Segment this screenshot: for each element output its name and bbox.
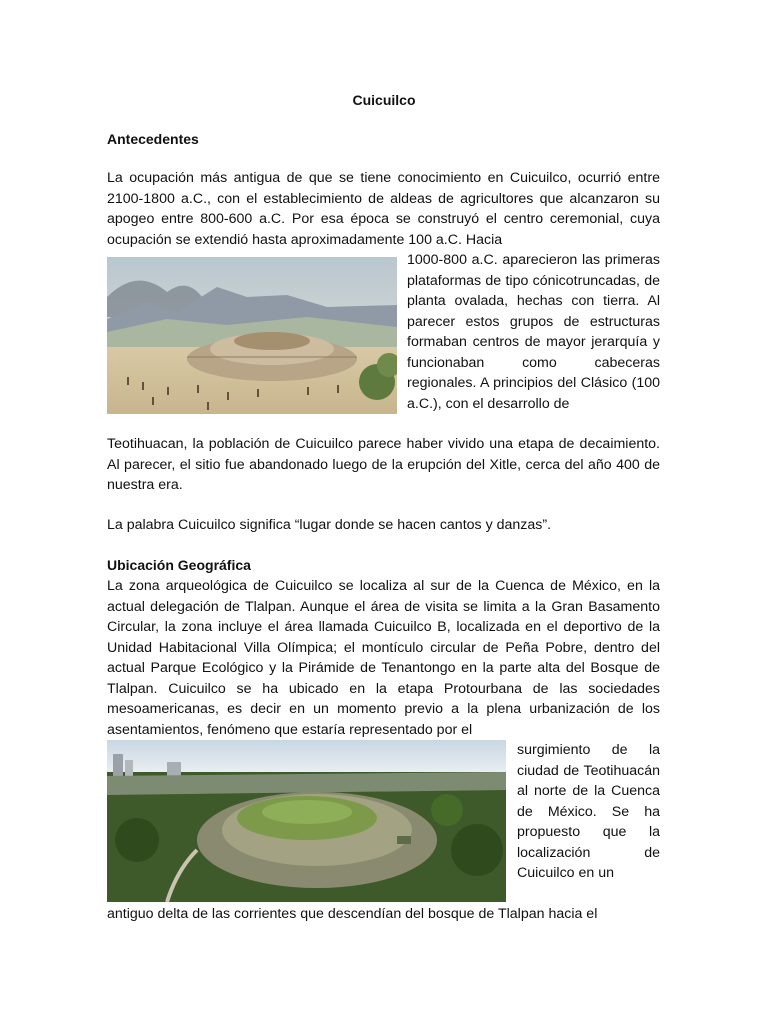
paragraph-antecedentes-2: La palabra Cuicuilco significa “lugar donde se hacen cantos y danzas”. <box>107 517 552 533</box>
paragraph-antecedentes-1-wrap: 1000-800 a.C. aparecieron las primeras plataformas de tipo cónicotruncadas, de planta ovalada, hechas con tierra. Al parecer estos grupos de estructuras formaban centros de mayor jerarquía y funcionaban como cabeceras regionales. A principios del Clásico (100 a.C.), con el desarrollo de <box>407 252 660 412</box>
paragraph-antecedentes-1-top: La ocupación más antigua de que se tiene conocimiento en Cuicuilco, ocurrió entre 2100-1800 a.C., con el establecimiento de aldeas de agricultores que alcanzaron su apogeo entre 800-600 a.C. Por esa época se construyó el centro ceremonial, cuya ocupación se extendió hasta aproximadamente 100 a.C. Hacia <box>107 170 660 248</box>
photo-aerial-pyramid <box>107 740 506 902</box>
page-title: Cuicuilco <box>352 92 416 108</box>
section-heading-antecedentes: Antecedentes <box>107 131 199 147</box>
paragraph-ubicacion-top: La zona arqueológica de Cuicuilco se localiza al sur de la Cuenca de México, en la actual delegación de Tlalpan. Aunque el área de visita se limita a la Gran Basamento Circular, la zona incluye el área llamada Cuicuilco B, localizada en el deportivo de la Unidad Habitacional Villa Olímpica; el montículo circular de Peña Pobre, dentro del actual Parque Ecológico y la Pirámide de Tenantongo en la parte alta del Bosque de Tlalpan. Cuicuilco se ha ubicado en la etapa Protourbana de las sociedades mesoamericanas, es decir en un momento previo a la plena urbanización de los asentamientos, fenómeno que estaría representado por el <box>107 578 660 738</box>
paragraph-ubicacion-wrap: surgimiento de la ciudad de Teotihuacán al norte de la Cuenca de México. Se ha propuesto que la localización de Cuicuilco en un <box>517 742 660 881</box>
paragraph-ubicacion-end: antiguo delta de las corrientes que descendían del bosque de Tlalpan hacia el <box>107 906 598 922</box>
paragraph-antecedentes-1-end: Teotihuacan, la población de Cuicuilco parece haber vivido una etapa de decaimiento. Al parecer, el sitio fue abandonado luego de la erupción del Xitle, cerca del año 400 de nuestra era. <box>107 436 660 493</box>
illustration-pyramid-volcano <box>107 257 397 414</box>
section-heading-ubicacion: Ubicación Geográfica <box>107 557 251 573</box>
